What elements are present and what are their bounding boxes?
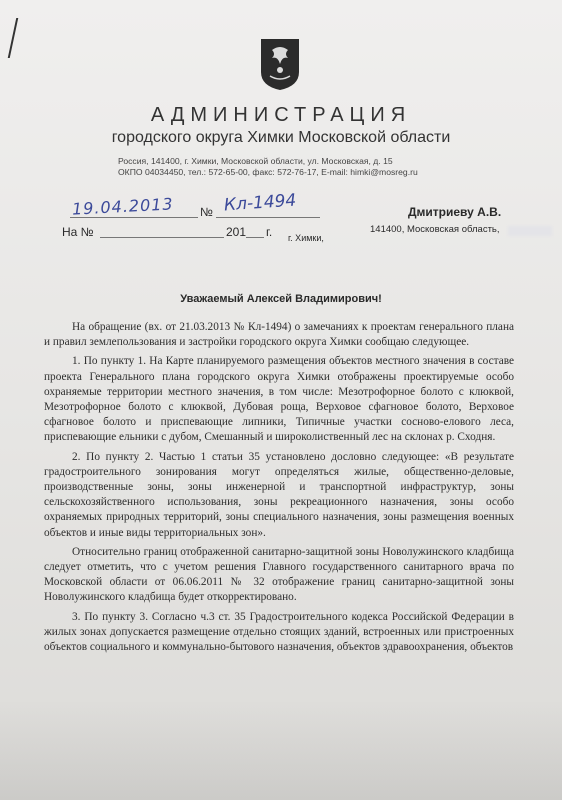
paragraph: 3. По пункту 3. Согласно ч.3 ст. 35 Градостроительного кодекса Российской Федерации в жилых зонах допускается размещение отдельно стоящих зданий, встроенных или пристроенных объектов социального и коммунально-бытового назначения, объектов здравоохранения, объектов — [44, 610, 514, 654]
organization-title: АДМИНИСТРАЦИЯ — [150, 104, 412, 126]
date-underline — [70, 217, 198, 218]
paragraph: 2. По пункту 2. Частью 1 статьи 35 установлено дословно следующее: «В результате градостроительного зонирования могут определяться жилые, общественно-деловые, производственные зоны, зоны инженерной и транспортной инфраструктур, зоны сельскохозяйственного использования, зоны рекреационного назначения, зоны особо охраняемых природных территорий, зоны специального назначения, зоны размещения военных объектов и иные виды территориальных зон». — [44, 450, 514, 539]
number-underline — [216, 217, 320, 218]
letter-body — [44, 320, 514, 655]
coat-of-arms-icon — [258, 36, 302, 92]
paragraph: Относительно границ отображенной санитарно-защитной зоны Новолужинского кладбища следует отметить, что с учетом решения Главного государственного санитарного врача по Московской области от 06.06.2011 № 32 отображение границ санитарно-защитной зоны Новолужинского кладбища будет откорректировано. — [44, 545, 514, 604]
greeting: Уважаемый Алексей Владимирович! — [180, 293, 382, 305]
organization-address — [118, 156, 518, 178]
year-underline — [246, 237, 264, 238]
handwritten-number: Кл-1494 — [223, 190, 297, 216]
city-label: г. Химки, — [288, 233, 324, 243]
organization-subtitle: городского округа Химки Московской области — [111, 129, 451, 146]
redacted-area — [508, 226, 552, 236]
addressee-address: 141400, Московская область, — [370, 224, 500, 235]
number-label: № — [200, 205, 213, 219]
paragraph: 1. По пункту 1. На Карте планируемого размещения объектов местного значения в составе проекта Генерального плана городского округа Химки отображены проектируемые особо охраняемые территории местного значения, в том числе: Мезотрофорное болото с клюквой, Мезотрофорное болото с клюквой, Дубовая роща, Верховое сфагновое болото, Верховое сфагновое болото и приспевающие липники, Типичные участки сосново-елового леса, приспевающие ельники с дубом, Смешанный и широколиственный лес на склонах р. Сходня. — [44, 355, 514, 444]
corner-mark — [8, 18, 27, 58]
reference-underline — [100, 237, 224, 238]
address-line: Россия, 141400, г. Химки, Московской области, ул. Московская, д. 15 — [118, 156, 393, 166]
addressee-name: Дмитриеву А.В. — [408, 205, 502, 219]
reference-label: На № — [62, 225, 94, 239]
year-suffix: г. — [266, 225, 273, 239]
paragraph: На обращение (вх. от 21.03.2013 № Кл-1494) о замечаниях к проектам генерального плана и правил землепользования и застройки городского округа Химки сообщаю следующее. — [44, 321, 514, 349]
reference-year: 201 — [226, 225, 247, 239]
handwritten-date: 19.04.2013 — [71, 194, 175, 219]
contacts-line: ОКПО 04034450, тел.: 572-65-00, факс: 572-76-17, E-mail: himki@mosreg.ru — [118, 167, 418, 177]
photo-shading — [0, 700, 562, 800]
